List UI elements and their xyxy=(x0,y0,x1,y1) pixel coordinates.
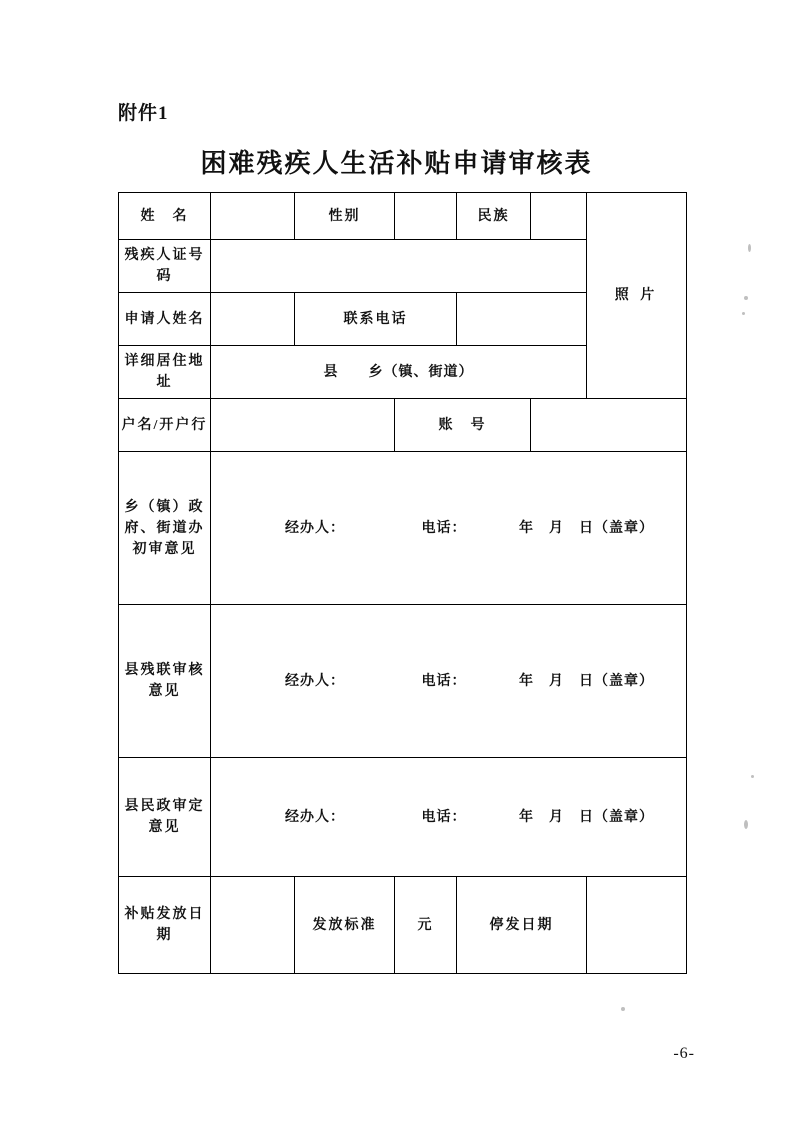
field-contact-phone-value[interactable] xyxy=(457,293,587,346)
label-applicant-name: 申请人姓名 xyxy=(119,293,211,346)
label-civil-affairs-handler: 经办人： xyxy=(285,809,345,825)
table-row-name xyxy=(119,193,687,240)
label-ethnicity: 民族 xyxy=(457,193,531,240)
table-row-civil-affairs-opinion xyxy=(119,758,687,877)
label-stop-date: 停发日期 xyxy=(457,877,587,974)
label-civil-affairs-date: 年 月 日（盖章） xyxy=(519,809,654,825)
label-name: 姓 名 xyxy=(119,193,211,240)
field-county-federation-opinion-body[interactable] xyxy=(211,605,687,758)
label-payment-date: 补贴发放日期 xyxy=(119,877,211,974)
label-county-federation-handler: 经办人： xyxy=(285,673,345,689)
field-bank-account-name-value[interactable] xyxy=(211,399,395,452)
field-township-opinion-body[interactable] xyxy=(211,452,687,605)
label-payment-unit: 元 xyxy=(395,877,457,974)
label-county-federation-opinion: 县残联审核意见 xyxy=(119,605,211,758)
label-township-handler: 经办人： xyxy=(285,520,345,536)
scan-speck xyxy=(621,1007,625,1011)
field-stop-date-value[interactable] xyxy=(587,877,687,974)
table-row-bank xyxy=(119,399,687,452)
label-civil-affairs-phone: 电话： xyxy=(421,809,467,825)
field-address-value[interactable]: 县 乡（镇、街道） xyxy=(211,346,587,399)
application-review-form xyxy=(118,192,687,974)
scan-speck xyxy=(751,775,754,778)
field-applicant-name-value[interactable] xyxy=(211,293,295,346)
label-payment-standard: 发放标准 xyxy=(295,877,395,974)
page-title: 困难残疾人生活补贴申请审核表 xyxy=(200,149,593,178)
label-bank-account-name: 户名/开户行 xyxy=(119,399,211,452)
label-township-phone: 电话： xyxy=(421,520,467,536)
table-row-payment xyxy=(119,877,687,974)
scan-speck xyxy=(744,296,748,300)
field-payment-date-value[interactable] xyxy=(211,877,295,974)
page-number: -6- xyxy=(673,1045,695,1062)
field-name-value[interactable] xyxy=(211,193,295,240)
label-account-number: 账 号 xyxy=(395,399,531,452)
label-township-opinion: 乡（镇）政府、街道办初审意见 xyxy=(119,452,211,605)
label-civil-affairs-opinion: 县民政审定意见 xyxy=(119,758,211,877)
scan-speck xyxy=(742,312,745,315)
label-county-federation-date: 年 月 日（盖章） xyxy=(519,673,654,689)
label-disability-id: 残疾人证号码 xyxy=(119,240,211,293)
field-gender-value[interactable] xyxy=(395,193,457,240)
photo-placeholder[interactable]: 照 片 xyxy=(587,193,687,399)
label-gender: 性别 xyxy=(295,193,395,240)
field-account-number-value[interactable] xyxy=(531,399,687,452)
table-row-township-opinion xyxy=(119,452,687,605)
label-address: 详细居住地址 xyxy=(119,346,211,399)
field-ethnicity-value[interactable] xyxy=(531,193,587,240)
label-county-federation-phone: 电话： xyxy=(421,673,467,689)
field-civil-affairs-opinion-body[interactable] xyxy=(211,758,687,877)
field-disability-id-value[interactable] xyxy=(211,240,587,293)
table-row-county-federation-opinion xyxy=(119,605,687,758)
label-contact-phone: 联系电话 xyxy=(295,293,457,346)
scan-speck xyxy=(744,820,748,829)
attachment-label: 附件1 xyxy=(118,103,169,124)
scan-speck xyxy=(748,244,751,252)
label-township-date: 年 月 日（盖章） xyxy=(519,520,654,536)
